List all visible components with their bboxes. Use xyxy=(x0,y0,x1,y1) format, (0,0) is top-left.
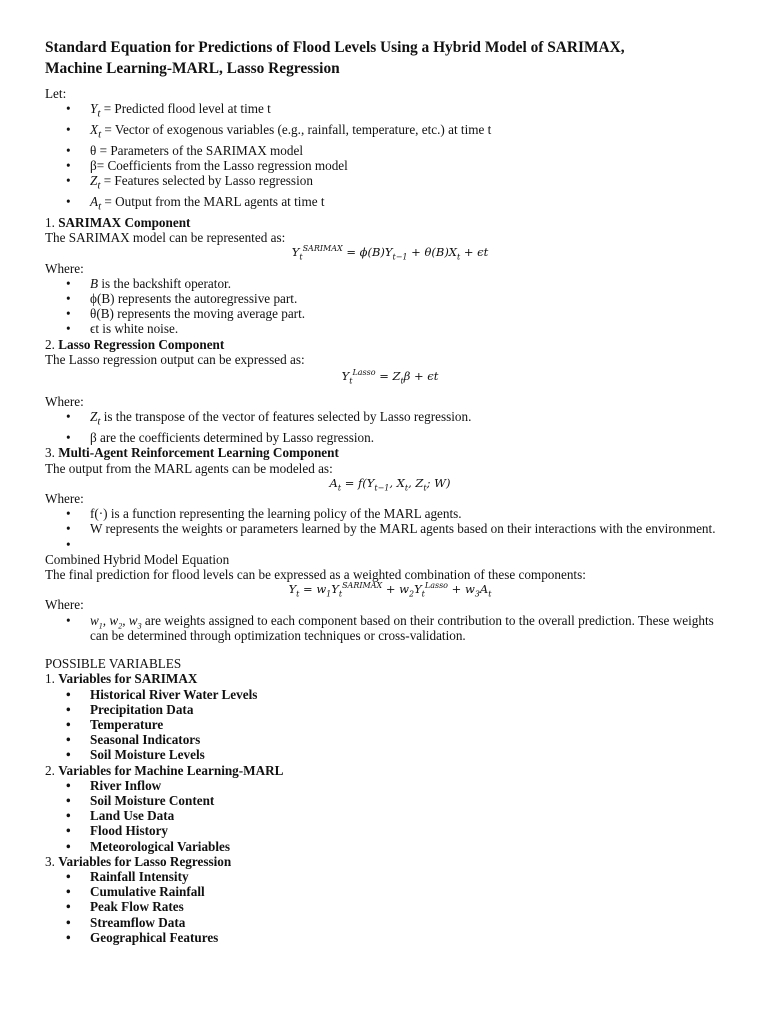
combined-equation: $Y_t = w_1Y_t^{SARIMAX} + w_2Y_t^{Lasso} + w_3A_t$ xyxy=(288,581,492,599)
variables-group-title: 2. Variables for Machine Learning-MARL xyxy=(45,762,284,778)
definition-item: • $A_t$ = Output from the MARL agents at time t xyxy=(90,194,735,215)
list-item: • Seasonal Indicators xyxy=(90,732,735,747)
lasso-intro: The Lasso regression output can be expressed as: xyxy=(45,351,305,367)
marl-bullets xyxy=(45,506,735,552)
let-label: Let: xyxy=(45,86,67,101)
definition-item: • $X_t$ = Vector of exogenous variables (e.g., rainfall, temperature, etc.) at time t xyxy=(90,122,735,143)
list-item: • Land Use Data xyxy=(90,808,735,823)
document-body xyxy=(45,86,735,945)
list-item: • B is the backshift operator. xyxy=(90,276,735,291)
list-item: • ϵt is white noise. xyxy=(90,321,735,336)
list-item: • Geographical Features xyxy=(90,930,735,945)
sarimax-bullets xyxy=(45,276,735,337)
list-item: • ϕ(B) represents the autoregressive part. xyxy=(90,291,735,306)
variables-group-title: 3. Variables for Lasso Regression xyxy=(45,853,232,869)
sarimax-where: Where: xyxy=(45,260,84,276)
list-item: • $w_1$, $w_2$, $w_3$ are weights assigned to each component based on their contribution to the overall prediction. These weights can be determined through optimization techniques or cross-validation. xyxy=(90,613,735,643)
list-item: • Historical River Water Levels xyxy=(90,687,735,702)
list-item: • Streamflow Data xyxy=(90,915,735,930)
list-item: • Soil Moisture Levels xyxy=(90,747,735,762)
title-line-1: Standard Equation for Predictions of Flood Levels Using a Hybrid Model of SARIMAX, xyxy=(45,39,625,56)
list-item: • Soil Moisture Content xyxy=(90,793,735,808)
combined-where: Where: xyxy=(45,597,84,613)
list-item: • Temperature xyxy=(90,717,735,732)
definition-item: • $Y_t$ = Predicted flood level at time t xyxy=(90,101,735,122)
marl-where: Where: xyxy=(45,491,84,507)
title-line-2: Machine Learning-MARL, Lasso Regression xyxy=(45,60,340,77)
list-item: • Meteorological Variables xyxy=(90,839,735,854)
lasso-equation: $Y_t^{Lasso} = Z_t\beta + \epsilon t$ xyxy=(341,368,439,386)
variables-heading: POSSIBLE VARIABLES xyxy=(45,656,182,672)
variables-list-lasso xyxy=(45,869,735,945)
list-item: • Rainfall Intensity xyxy=(90,869,735,884)
list-item: • θ(B) represents the moving average part. xyxy=(90,306,735,321)
empty-list-item xyxy=(90,537,735,552)
definition-item: • $Z_t$ = Features selected by Lasso regression xyxy=(90,173,735,194)
definition-item: • β= Coefficients from the Lasso regression model xyxy=(90,158,735,173)
marl-intro: The output from the MARL agents can be modeled as: xyxy=(45,460,333,476)
lasso-where: Where: xyxy=(45,394,84,410)
variables-list-sarimax xyxy=(45,687,735,763)
sarimax-equation: $Y_t^{SARIMAX} = \phi(B)Y_{t-1} + \theta(B)X_t + \epsilon t$ xyxy=(291,244,489,262)
sarimax-intro: The SARIMAX model can be represented as: xyxy=(45,230,286,246)
combined-heading: Combined Hybrid Model Equation xyxy=(45,551,230,567)
definition-item: • θ = Parameters of the SARIMAX model xyxy=(90,143,735,158)
list-item: • β are the coefficients determined by Lasso regression. xyxy=(90,430,735,445)
lasso-bullets xyxy=(45,409,735,445)
section-heading-marl: 3. Multi-Agent Reinforcement Learning Component xyxy=(45,445,339,461)
document-title xyxy=(45,37,745,79)
definitions-list xyxy=(45,101,735,215)
list-item: • $Z_t$ is the transpose of the vector of features selected by Lasso regression. xyxy=(90,409,735,430)
list-item: • Flood History xyxy=(90,823,735,838)
marl-equation: $A_t = f(Y_{t-1}$, $X_t$, $Z_t$; W) xyxy=(329,475,451,493)
section-heading-lasso: 2. Lasso Regression Component xyxy=(45,336,225,352)
variables-group-title: 1. Variables for SARIMAX xyxy=(45,671,198,687)
section-heading-sarimax: 1. SARIMAX Component xyxy=(45,214,191,230)
list-item: • Precipitation Data xyxy=(90,702,735,717)
combined-bullets xyxy=(45,613,735,643)
list-item: • River Inflow xyxy=(90,778,735,793)
combined-intro: The final prediction for flood levels can be expressed as a weighted combination of these components: xyxy=(45,567,586,583)
list-item: • W represents the weights or parameters learned by the MARL agents based on their interactions with the environment. xyxy=(90,521,735,536)
list-item: • Peak Flow Rates xyxy=(90,899,735,914)
list-item: • Cumulative Rainfall xyxy=(90,884,735,899)
list-item: • f(·) is a function representing the learning policy of the MARL agents. xyxy=(90,506,735,521)
variables-list-marl xyxy=(45,778,735,854)
